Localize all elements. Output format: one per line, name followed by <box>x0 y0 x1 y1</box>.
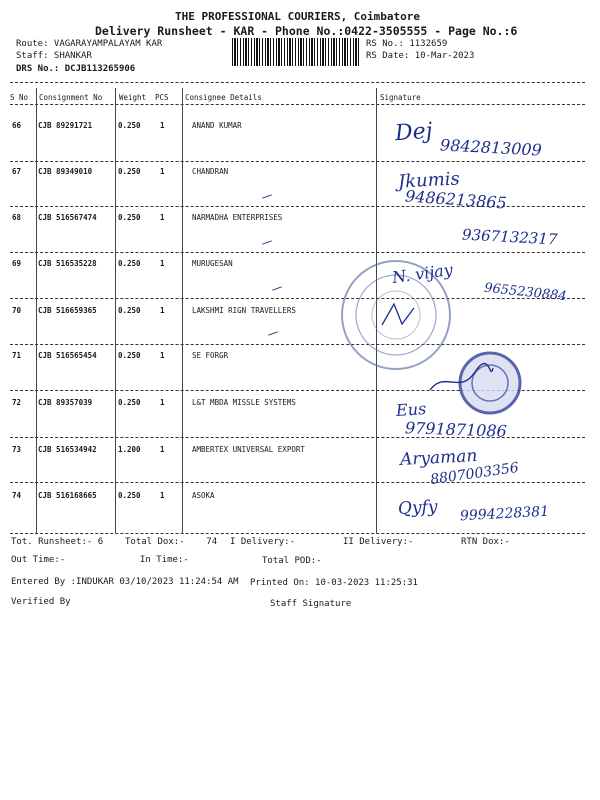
total-dox: Total Dox:- 74 <box>125 537 218 547</box>
row-weight: 0.250 <box>118 213 141 222</box>
pen-mark <box>262 194 272 198</box>
row-pcs: 1 <box>160 398 165 407</box>
row-pcs: 1 <box>160 351 165 360</box>
row-weight: 0.250 <box>118 259 141 268</box>
row-sno: 69 <box>12 259 22 268</box>
row-sno: 71 <box>12 351 22 360</box>
row-sno: 72 <box>12 398 22 407</box>
handwritten-phone: 9655230884 <box>483 280 568 305</box>
row-sno: 74 <box>12 491 22 500</box>
row-pcs: 1 <box>160 491 165 500</box>
row-rule <box>10 252 585 253</box>
handwritten-phone: 9842813009 <box>439 135 543 160</box>
company-name: THE PROFESSIONAL COURIERS, Coimbatore <box>175 10 421 23</box>
row-consignment: CJB 516565454 <box>38 351 97 360</box>
row-sno: 68 <box>12 213 22 222</box>
row-sno: 70 <box>12 306 22 315</box>
i-delivery: I Delivery:- <box>230 537 296 547</box>
entered-by: Entered By :INDUKAR 03/10/2023 11:24:54 AM <box>11 577 239 587</box>
runsheet-title: Delivery Runsheet - KAR - Phone No.:0422-3505555 - Page No.:6 <box>95 24 518 38</box>
col-divider <box>182 88 183 533</box>
handwritten-phone: 9367132317 <box>461 225 558 249</box>
row-consignee: SE FORGR <box>192 351 229 360</box>
rs-date: RS Date: 10-Mar-2023 <box>366 51 475 61</box>
row-sno: 66 <box>12 121 22 130</box>
rtn-dox: RTN Dox:- <box>461 537 510 547</box>
pen-mark <box>272 286 282 290</box>
row-rule <box>10 482 585 483</box>
row-consignment: CJB 89349010 <box>38 167 93 176</box>
col-divider <box>36 88 37 533</box>
row-consignee: L&T MBDA MISSLE SYSTEMS <box>192 398 296 407</box>
row-consignment: CJB 89357039 <box>38 398 93 407</box>
row-weight: 0.250 <box>118 398 141 407</box>
row-consignee: ASOKA <box>192 491 215 500</box>
handwritten-phone: 9994228381 <box>459 503 550 525</box>
handwritten-phone: 9486213865 <box>404 186 508 213</box>
row-weight: 0.250 <box>118 121 141 130</box>
col-header-sno: S No <box>10 93 29 102</box>
row-rule <box>10 298 585 299</box>
barcode <box>232 38 360 66</box>
col-header-pcs: PCS <box>155 93 169 102</box>
row-consignment: CJB 516534942 <box>38 445 97 454</box>
signature-scribble: Jkumis <box>397 168 461 193</box>
row-consignment: CJB 516567474 <box>38 213 97 222</box>
row-weight: 0.250 <box>118 167 141 176</box>
staff-label: Staff: SHANKAR <box>16 51 92 61</box>
rs-number: RS No.: 1132659 <box>366 39 448 49</box>
row-consignee: LAKSHMI RIGN TRAVELLERS <box>192 306 296 315</box>
row-pcs: 1 <box>160 121 165 130</box>
row-consignment: CJB 89291721 <box>38 121 93 130</box>
col-header-consignee: Consignee Details <box>185 93 262 102</box>
row-consignee: AMBERTEX UNIVERSAL EXPORT <box>192 445 305 454</box>
table-header-rule <box>10 104 585 105</box>
col-header-consignment: Consignment No <box>39 93 103 102</box>
row-pcs: 1 <box>160 259 165 268</box>
signature-scribble: Qyfy <box>397 496 438 520</box>
handwritten-phone: 8807003356 <box>429 459 520 489</box>
row-pcs: 1 <box>160 167 165 176</box>
row-weight: 0.250 <box>118 351 141 360</box>
row-pcs: 1 <box>160 306 165 315</box>
row-rule <box>10 161 585 162</box>
in-time: In Time:- <box>140 555 189 565</box>
row-consignee: ANAND KUMAR <box>192 121 242 130</box>
row-pcs: 1 <box>160 445 165 454</box>
row-weight: 0.250 <box>118 306 141 315</box>
total-pod: Total POD:- <box>262 556 322 566</box>
col-header-weight: Weight <box>119 93 147 102</box>
handwritten-phone: 9791871086 <box>404 418 508 441</box>
row-consignment: CJB 516535228 <box>38 259 97 268</box>
table-bottom-rule <box>10 533 585 534</box>
signature-scribble: Dej <box>394 118 434 147</box>
row-consignee: NARMADHA ENTERPRISES <box>192 213 283 222</box>
out-time: Out Time:- <box>11 555 66 565</box>
pen-mark <box>262 240 272 244</box>
ii-delivery: II Delivery:- <box>343 537 414 547</box>
row-sno: 67 <box>12 167 22 176</box>
row-consignee: MURUGESAN <box>192 259 233 268</box>
printed-on: Printed On: 10-03-2023 11:25:31 <box>250 578 418 588</box>
signature-scribble: N. vijay <box>390 259 454 288</box>
row-consignment: CJB 516168665 <box>38 491 97 500</box>
row-consignee: CHANDRAN <box>192 167 229 176</box>
total-runsheet: Tot. Runsheet:- 6 <box>11 537 104 547</box>
table-top-rule <box>10 82 585 83</box>
signature-scribble: Aryaman <box>399 445 478 471</box>
staff-signature: Staff Signature <box>270 599 352 609</box>
route-label: Route: VAGARAYAMPALAYAM KAR <box>16 39 163 49</box>
row-weight: 1.200 <box>118 445 141 454</box>
signature-scribble <box>380 300 420 330</box>
pen-mark <box>268 331 278 335</box>
drs-number: DRS No.: DCJB113265906 <box>16 64 136 74</box>
row-consignment: CJB 516659365 <box>38 306 97 315</box>
col-header-signature: Signature <box>380 93 421 102</box>
signature-scribble: Eus <box>395 398 427 421</box>
row-sno: 73 <box>12 445 22 454</box>
col-divider <box>115 88 116 533</box>
row-pcs: 1 <box>160 213 165 222</box>
verified-by: Verified By <box>11 597 71 607</box>
row-rule <box>10 344 585 345</box>
row-weight: 0.250 <box>118 491 141 500</box>
signature-scribble <box>425 360 495 400</box>
